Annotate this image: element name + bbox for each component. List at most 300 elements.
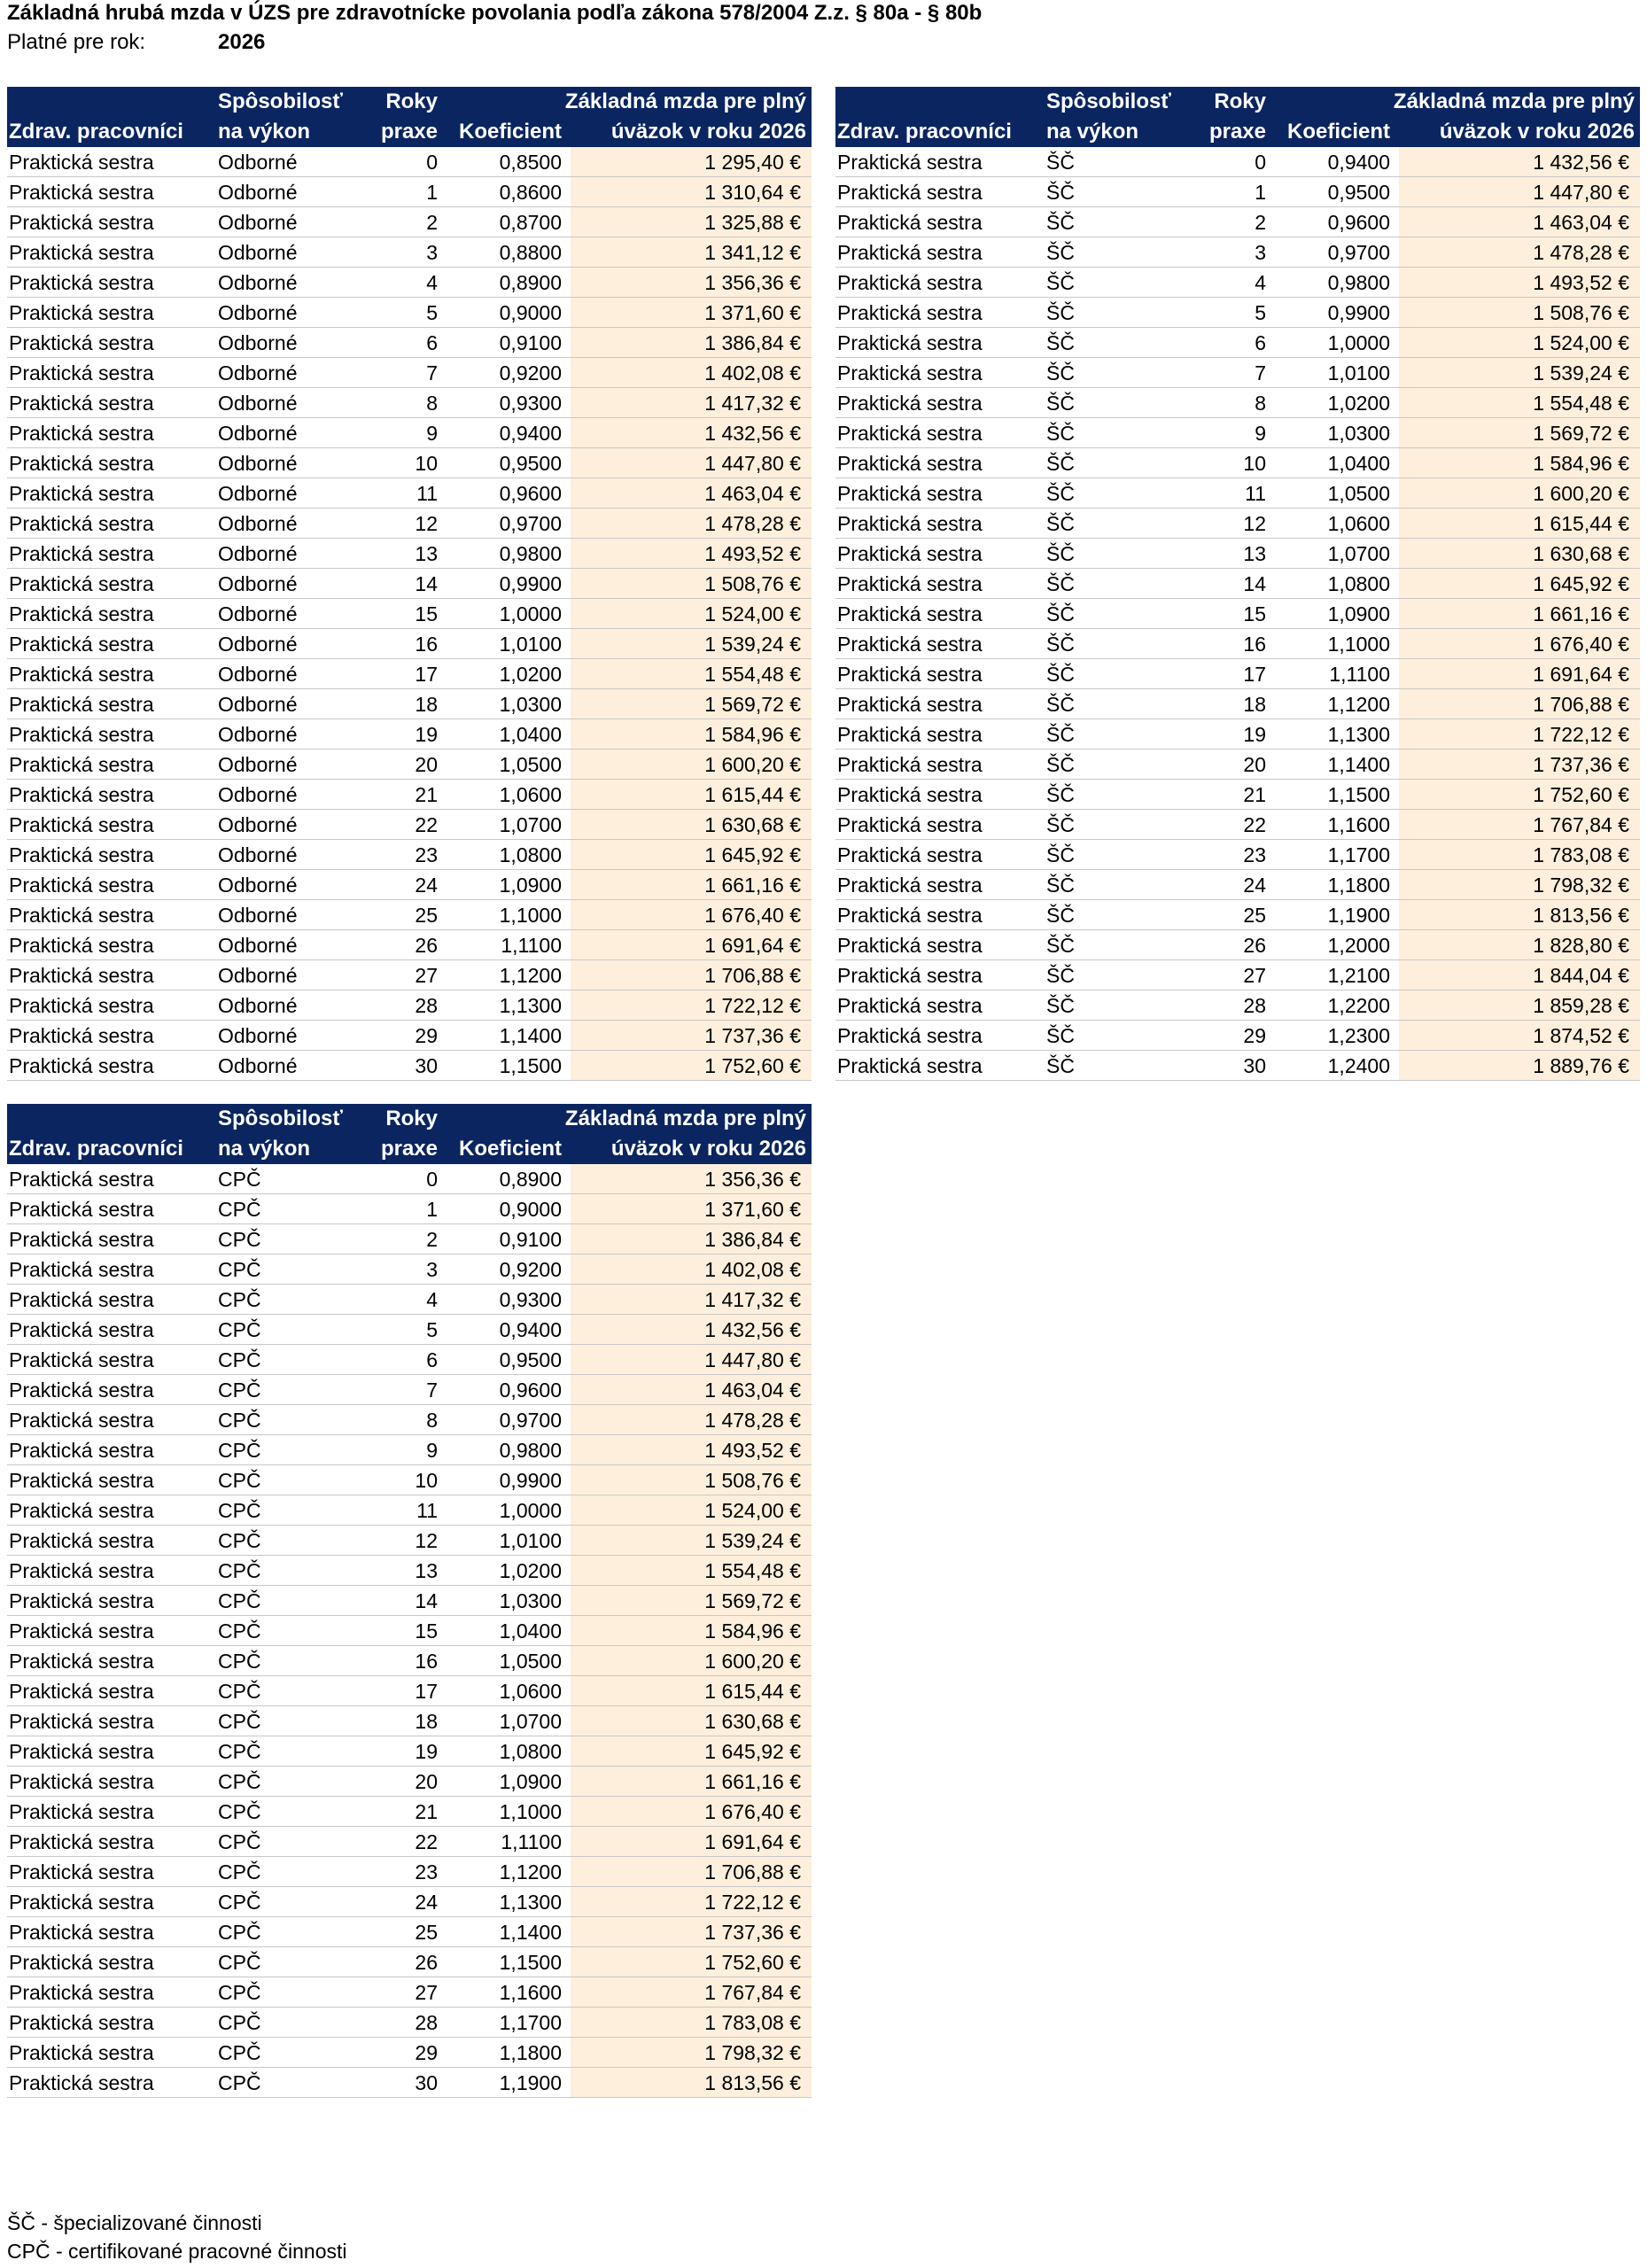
table-row	[835, 328, 1640, 358]
cell-profession: Praktická sestra	[837, 994, 983, 1017]
cell-wage: 1 706,88 €	[571, 960, 812, 990]
cell-competence: CPČ	[218, 1318, 261, 1341]
header-competence-line1: Spôsobilosť	[218, 1107, 343, 1130]
cell-profession: Praktická sestra	[9, 843, 154, 866]
cell-wage: 1 889,76 €	[1399, 1051, 1640, 1080]
year-value: 2026	[218, 30, 266, 54]
table-row	[835, 237, 1640, 268]
cell-years: 19	[415, 1740, 438, 1763]
cell-years: 28	[1243, 994, 1266, 1017]
cell-coefficient: 0,9900	[1327, 301, 1390, 324]
table-row	[835, 509, 1640, 539]
cell-coefficient: 1,0700	[499, 1710, 562, 1733]
cell-profession: Praktická sestra	[9, 1198, 154, 1221]
cell-wage: 1 569,72 €	[1399, 418, 1640, 447]
table-row	[835, 930, 1640, 960]
cell-profession: Praktická sestra	[9, 1680, 154, 1703]
cell-years: 30	[415, 1054, 438, 1077]
cell-coefficient: 1,1100	[1329, 663, 1390, 686]
table-row	[835, 207, 1640, 237]
cell-coefficient: 0,9000	[499, 301, 562, 324]
header-coefficient: Koeficient	[459, 120, 563, 144]
table-row	[7, 1194, 812, 1224]
cell-profession: Praktická sestra	[837, 1054, 983, 1077]
cell-coefficient: 0,9000	[499, 1198, 562, 1221]
cell-profession: Praktická sestra	[837, 181, 983, 204]
cell-coefficient: 1,0400	[499, 1619, 562, 1643]
cell-profession: Praktická sestra	[837, 542, 983, 565]
cell-competence: CPČ	[218, 1770, 261, 1793]
cell-profession: Praktická sestra	[9, 241, 154, 264]
cell-wage: 1 600,20 €	[571, 1646, 812, 1675]
cell-wage: 1 478,28 €	[1399, 237, 1640, 267]
cell-wage: 1 432,56 €	[1399, 147, 1640, 176]
cell-profession: Praktická sestra	[837, 572, 983, 595]
cell-coefficient: 1,1800	[1327, 874, 1390, 897]
table-row	[7, 1736, 812, 1767]
cell-wage: 1 447,80 €	[571, 448, 812, 478]
cell-coefficient: 1,0200	[499, 1559, 562, 1582]
cell-wage: 1 295,40 €	[571, 147, 812, 176]
cell-wage: 1 371,60 €	[571, 298, 812, 327]
cell-competence: ŠČ	[1046, 572, 1075, 595]
cell-coefficient: 0,8900	[499, 271, 562, 294]
table-row	[7, 237, 812, 268]
cell-profession: Praktická sestra	[9, 1951, 154, 1974]
cell-years: 11	[1245, 482, 1266, 505]
cell-wage: 1 645,92 €	[1399, 569, 1640, 598]
header-competence-line2: na výkon	[218, 120, 311, 144]
cell-wage: 1 676,40 €	[571, 1797, 812, 1826]
cell-competence: CPČ	[218, 1981, 261, 2004]
cell-wage: 1 615,44 €	[571, 780, 812, 809]
cell-years: 9	[426, 1439, 438, 1462]
cell-competence: Odborné	[218, 482, 298, 505]
cell-competence: Odborné	[218, 904, 298, 927]
cell-wage: 1 584,96 €	[571, 719, 812, 749]
cell-years: 2	[1255, 211, 1266, 234]
cell-competence: ŠČ	[1046, 602, 1075, 625]
cell-coefficient: 1,1700	[499, 2011, 562, 2034]
header-profession: Zdrav. pracovníci	[9, 1137, 183, 1161]
cell-wage: 1 798,32 €	[1399, 870, 1640, 899]
table-row	[7, 1827, 812, 1857]
cell-competence: Odborné	[218, 542, 298, 565]
cell-coefficient: 1,1400	[1327, 753, 1390, 776]
table-row	[835, 840, 1640, 870]
cell-years: 30	[415, 2071, 438, 2094]
cell-wage: 1 508,76 €	[1399, 298, 1640, 327]
cell-years: 7	[426, 361, 438, 384]
cell-years: 15	[1243, 602, 1266, 625]
cell-wage: 1 645,92 €	[571, 1736, 812, 1766]
cell-profession: Praktická sestra	[9, 1469, 154, 1492]
cell-coefficient: 1,1900	[1327, 904, 1390, 927]
table-row	[7, 2038, 812, 2068]
cell-profession: Praktická sestra	[9, 211, 154, 234]
cell-years: 28	[415, 994, 438, 1017]
cell-profession: Praktická sestra	[9, 1800, 154, 1823]
cell-coefficient: 0,9100	[499, 331, 562, 354]
cell-wage: 1 356,36 €	[571, 1164, 812, 1193]
cell-years: 27	[415, 1981, 438, 2004]
table-row	[7, 418, 812, 448]
cell-coefficient: 1,1500	[499, 1054, 562, 1077]
cell-competence: ŠČ	[1046, 994, 1075, 1017]
cell-coefficient: 0,9800	[1327, 271, 1390, 294]
table-row	[7, 1435, 812, 1465]
cell-competence: Odborné	[218, 843, 298, 866]
cell-profession: Praktická sestra	[837, 723, 983, 746]
cell-wage: 1 554,48 €	[1399, 388, 1640, 417]
cell-wage: 1 371,60 €	[571, 1194, 812, 1223]
table-row	[835, 448, 1640, 478]
cell-profession: Praktická sestra	[9, 512, 154, 535]
cell-wage: 1 737,36 €	[1399, 750, 1640, 779]
cell-coefficient: 1,0800	[499, 1740, 562, 1763]
table-row	[835, 900, 1640, 930]
cell-profession: Praktická sestra	[9, 1891, 154, 1914]
cell-profession: Praktická sestra	[837, 934, 983, 957]
cell-coefficient: 1,0000	[499, 1499, 562, 1522]
table-row	[7, 509, 812, 539]
cell-years: 4	[426, 271, 438, 294]
cell-coefficient: 0,9600	[1327, 211, 1390, 234]
cell-wage: 1 402,08 €	[571, 1254, 812, 1284]
table-row	[835, 569, 1640, 599]
table-row	[835, 478, 1640, 509]
cell-competence: ŠČ	[1046, 542, 1075, 565]
cell-coefficient: 1,0900	[1327, 602, 1390, 625]
cell-profession: Praktická sestra	[9, 1288, 154, 1311]
cell-coefficient: 0,8600	[499, 181, 562, 204]
cell-coefficient: 0,9400	[1327, 151, 1390, 174]
cell-wage: 1 706,88 €	[1399, 689, 1640, 718]
table-row	[7, 1676, 812, 1706]
cell-wage: 1 615,44 €	[571, 1676, 812, 1705]
cell-wage: 1 524,00 €	[571, 599, 812, 628]
cell-profession: Praktická sestra	[9, 1650, 154, 1673]
header-competence-line1: Spôsobilosť	[1046, 89, 1171, 113]
cell-profession: Praktická sestra	[9, 813, 154, 836]
header-years-line1: Roky	[385, 89, 438, 113]
cell-coefficient: 1,0700	[499, 813, 562, 836]
cell-years: 8	[426, 392, 438, 415]
cell-profession: Praktická sestra	[9, 602, 154, 625]
cell-years: 14	[415, 1589, 438, 1612]
cell-profession: Praktická sestra	[837, 241, 983, 264]
cell-competence: Odborné	[218, 663, 298, 686]
table-row	[835, 298, 1640, 328]
header-wage-line1: Základná mzda pre plný	[1393, 89, 1635, 113]
cell-years: 6	[1255, 331, 1266, 354]
cell-years: 24	[415, 874, 438, 897]
cell-years: 14	[1243, 572, 1266, 595]
cell-profession: Praktická sestra	[9, 482, 154, 505]
cell-years: 10	[415, 1469, 438, 1492]
cell-wage: 1 630,68 €	[571, 1706, 812, 1736]
table-row	[7, 599, 812, 629]
cell-competence: ŠČ	[1046, 753, 1075, 776]
cell-competence: CPČ	[218, 1589, 261, 1612]
cell-wage: 1 752,60 €	[571, 1051, 812, 1080]
cell-coefficient: 0,9700	[1327, 241, 1390, 264]
cell-profession: Praktická sestra	[837, 843, 983, 866]
cell-wage: 1 752,60 €	[1399, 780, 1640, 809]
cell-wage: 1 783,08 €	[571, 2008, 812, 2037]
table-row	[7, 1375, 812, 1405]
cell-coefficient: 0,9800	[499, 1439, 562, 1462]
table-row	[7, 539, 812, 569]
cell-competence: Odborné	[218, 331, 298, 354]
cell-coefficient: 1,1300	[1327, 723, 1390, 746]
cell-coefficient: 0,9300	[499, 1288, 562, 1311]
cell-coefficient: 0,9700	[499, 512, 562, 535]
cell-wage: 1 752,60 €	[571, 1947, 812, 1977]
table-row	[835, 358, 1640, 388]
table-row	[7, 1857, 812, 1887]
cell-competence: ŠČ	[1046, 452, 1075, 475]
cell-profession: Praktická sestra	[9, 783, 154, 806]
cell-coefficient: 1,2300	[1327, 1024, 1390, 1047]
cell-competence: CPČ	[218, 1529, 261, 1552]
cell-years: 15	[415, 1619, 438, 1643]
cell-years: 17	[415, 663, 438, 686]
cell-coefficient: 1,0600	[1327, 512, 1390, 535]
table-row	[7, 629, 812, 659]
cell-years: 16	[415, 633, 438, 656]
cell-profession: Praktická sestra	[837, 331, 983, 354]
table-row	[7, 840, 812, 870]
cell-competence: CPČ	[218, 1348, 261, 1371]
cell-coefficient: 1,2000	[1327, 934, 1390, 957]
cell-profession: Praktická sestra	[9, 1860, 154, 1884]
cell-years: 10	[1243, 452, 1266, 475]
cell-coefficient: 1,1500	[1327, 783, 1390, 806]
cell-wage: 1 493,52 €	[1399, 268, 1640, 297]
cell-coefficient: 1,2200	[1327, 994, 1390, 1017]
cell-competence: Odborné	[218, 301, 298, 324]
cell-profession: Praktická sestra	[837, 964, 983, 987]
cell-coefficient: 1,0500	[1327, 482, 1390, 505]
header-profession: Zdrav. pracovníci	[837, 120, 1012, 144]
table-row	[7, 1887, 812, 1917]
cell-competence: CPČ	[218, 2071, 261, 2094]
table-row	[7, 750, 812, 780]
table-row	[7, 810, 812, 840]
cell-competence: ŠČ	[1046, 934, 1075, 957]
table-row	[7, 1646, 812, 1676]
cell-coefficient: 1,1000	[499, 1800, 562, 1823]
cell-profession: Praktická sestra	[9, 2011, 154, 2034]
table-row	[7, 298, 812, 328]
table-row	[7, 388, 812, 418]
cell-profession: Praktická sestra	[837, 151, 983, 174]
cell-years: 18	[415, 693, 438, 716]
cell-wage: 1 539,24 €	[571, 1526, 812, 1555]
cell-profession: Praktická sestra	[9, 1439, 154, 1462]
cell-years: 4	[1255, 271, 1266, 294]
table-row	[7, 1285, 812, 1315]
cell-years: 23	[1243, 843, 1266, 866]
cell-years: 23	[415, 843, 438, 866]
wage-table-sc	[835, 87, 1640, 1081]
cell-coefficient: 1,1000	[1327, 633, 1390, 656]
header-wage-line2: úväzok v roku 2026	[610, 1137, 806, 1161]
cell-coefficient: 1,1300	[499, 994, 562, 1017]
cell-competence: ŠČ	[1046, 482, 1075, 505]
cell-competence: CPČ	[218, 1258, 261, 1281]
cell-wage: 1 508,76 €	[571, 1465, 812, 1495]
cell-years: 29	[1243, 1024, 1266, 1047]
cell-wage: 1 463,04 €	[1399, 207, 1640, 237]
cell-wage: 1 600,20 €	[1399, 478, 1640, 508]
cell-coefficient: 1,0000	[1327, 331, 1390, 354]
cell-wage: 1 432,56 €	[571, 418, 812, 447]
cell-wage: 1 478,28 €	[571, 509, 812, 538]
header-wage-line2: úväzok v roku 2026	[610, 120, 806, 144]
cell-years: 9	[426, 422, 438, 445]
cell-wage: 1 676,40 €	[1399, 629, 1640, 658]
cell-years: 18	[415, 1710, 438, 1733]
cell-years: 26	[415, 934, 438, 957]
cell-coefficient: 1,1300	[499, 1891, 562, 1914]
cell-wage: 1 493,52 €	[571, 539, 812, 568]
cell-competence: ŠČ	[1046, 301, 1075, 324]
cell-profession: Praktická sestra	[9, 964, 154, 987]
cell-profession: Praktická sestra	[837, 904, 983, 927]
cell-competence: Odborné	[218, 241, 298, 264]
cell-wage: 1 554,48 €	[571, 1556, 812, 1585]
cell-years: 6	[426, 1348, 438, 1371]
cell-competence: CPČ	[218, 1740, 261, 1763]
table-row	[7, 478, 812, 509]
cell-coefficient: 1,1500	[499, 1951, 562, 1974]
header-coefficient: Koeficient	[1287, 120, 1391, 144]
cell-profession: Praktická sestra	[9, 1024, 154, 1047]
cell-coefficient: 1,1200	[499, 1860, 562, 1884]
cell-wage: 1 661,16 €	[571, 870, 812, 899]
cell-coefficient: 0,9800	[499, 542, 562, 565]
cell-profession: Praktická sestra	[9, 271, 154, 294]
cell-years: 11	[416, 1499, 438, 1522]
cell-wage: 1 615,44 €	[1399, 509, 1640, 538]
cell-coefficient: 1,1000	[499, 904, 562, 927]
cell-years: 29	[415, 1024, 438, 1047]
cell-coefficient: 1,0000	[499, 602, 562, 625]
cell-profession: Praktická sestra	[9, 1258, 154, 1281]
table-row	[7, 1021, 812, 1051]
cell-competence: ŠČ	[1046, 813, 1075, 836]
cell-wage: 1 813,56 €	[571, 2068, 812, 2097]
cell-years: 0	[426, 151, 438, 174]
table-row	[7, 1556, 812, 1586]
table-row	[7, 569, 812, 599]
cell-years: 5	[426, 301, 438, 324]
cell-profession: Praktická sestra	[837, 482, 983, 505]
cell-coefficient: 1,1400	[499, 1024, 562, 1047]
cell-wage: 1 600,20 €	[571, 750, 812, 779]
cell-years: 30	[1243, 1054, 1266, 1077]
cell-coefficient: 0,9900	[499, 572, 562, 595]
cell-competence: Odborné	[218, 633, 298, 656]
cell-profession: Praktická sestra	[837, 1024, 983, 1047]
cell-wage: 1 478,28 €	[571, 1405, 812, 1434]
cell-coefficient: 1,0500	[499, 1650, 562, 1673]
cell-coefficient: 1,0300	[499, 693, 562, 716]
cell-wage: 1 737,36 €	[571, 1021, 812, 1050]
table-row	[7, 659, 812, 689]
cell-competence: ŠČ	[1046, 723, 1075, 746]
cell-competence: Odborné	[218, 392, 298, 415]
cell-wage: 1 341,12 €	[571, 237, 812, 267]
cell-profession: Praktická sestra	[9, 1981, 154, 2004]
cell-profession: Praktická sestra	[9, 1054, 154, 1077]
table-row	[7, 990, 812, 1021]
cell-years: 3	[426, 241, 438, 264]
table-row	[7, 2008, 812, 2038]
cell-competence: Odborné	[218, 602, 298, 625]
cell-years: 25	[415, 1921, 438, 1944]
table-row	[7, 1706, 812, 1736]
table-row	[7, 328, 812, 358]
cell-wage: 1 874,52 €	[1399, 1021, 1640, 1050]
table-row	[835, 870, 1640, 900]
cell-competence: CPČ	[218, 1499, 261, 1522]
cell-years: 4	[426, 1288, 438, 1311]
cell-competence: CPČ	[218, 1830, 261, 1853]
cell-years: 22	[1243, 813, 1266, 836]
table-row	[835, 810, 1640, 840]
wage-table-cpc	[7, 1104, 812, 2098]
cell-years: 11	[416, 482, 438, 505]
cell-wage: 1 417,32 €	[571, 388, 812, 417]
cell-coefficient: 0,9500	[499, 1348, 562, 1371]
cell-coefficient: 0,9900	[499, 1469, 562, 1492]
cell-competence: Odborné	[218, 723, 298, 746]
cell-wage: 1 767,84 €	[1399, 810, 1640, 839]
cell-competence: ŠČ	[1046, 392, 1075, 415]
cell-years: 26	[1243, 934, 1266, 957]
cell-competence: CPČ	[218, 1951, 261, 1974]
cell-profession: Praktická sestra	[9, 1559, 154, 1582]
cell-profession: Praktická sestra	[837, 271, 983, 294]
cell-profession: Praktická sestra	[9, 874, 154, 897]
table-row	[7, 1224, 812, 1254]
cell-competence: ŠČ	[1046, 151, 1075, 174]
cell-coefficient: 0,9400	[499, 1318, 562, 1341]
cell-years: 6	[426, 331, 438, 354]
cell-coefficient: 1,1200	[1327, 693, 1390, 716]
cell-coefficient: 1,1400	[499, 1921, 562, 1944]
cell-profession: Praktická sestra	[9, 1740, 154, 1763]
cell-years: 17	[415, 1680, 438, 1703]
header-coefficient: Koeficient	[459, 1137, 563, 1161]
cell-wage: 1 691,64 €	[1399, 659, 1640, 688]
cell-years: 21	[1243, 783, 1266, 806]
cell-wage: 1 706,88 €	[571, 1857, 812, 1886]
cell-wage: 1 661,16 €	[1399, 599, 1640, 628]
cell-competence: Odborné	[218, 181, 298, 204]
cell-years: 16	[1243, 633, 1266, 656]
cell-coefficient: 1,0800	[1327, 572, 1390, 595]
cell-profession: Praktická sestra	[9, 1499, 154, 1522]
cell-coefficient: 1,0200	[499, 663, 562, 686]
cell-wage: 1 463,04 €	[571, 1375, 812, 1404]
cell-coefficient: 1,0300	[1327, 422, 1390, 445]
cell-coefficient: 1,2100	[1327, 964, 1390, 987]
header-competence-line2: na výkon	[218, 1137, 311, 1161]
